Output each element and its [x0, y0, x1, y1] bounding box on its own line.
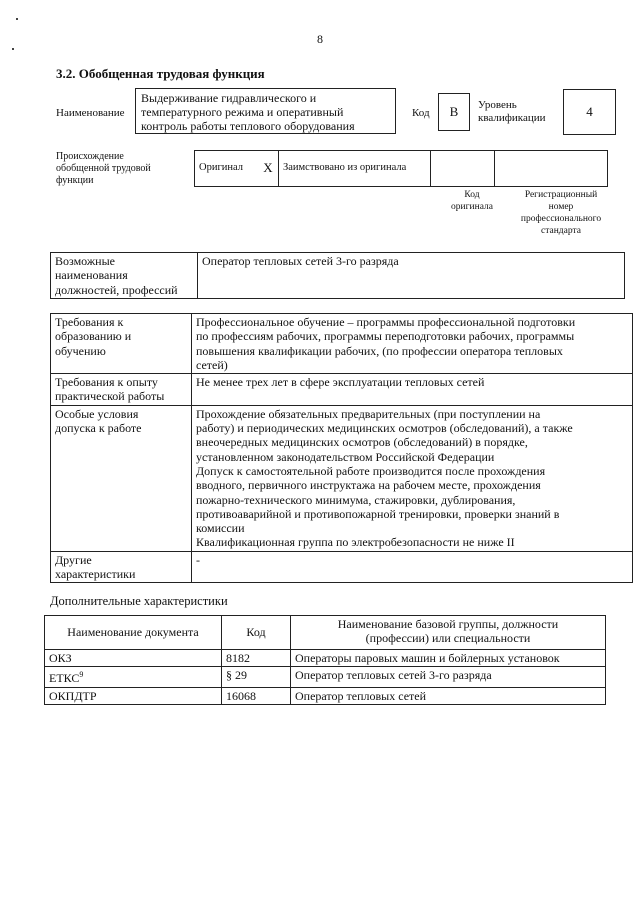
requirement-label-line: Особые условия — [55, 406, 139, 421]
origin-label-line: функции — [56, 175, 94, 186]
requirement-value — [192, 374, 633, 406]
positions-label — [51, 253, 198, 299]
caption-line: номер — [548, 202, 574, 212]
code-cell: 16068 — [222, 687, 291, 704]
name-header-line: Наименование базовой группы, должности — [337, 617, 559, 631]
requirement-label-line: практической работы — [55, 389, 165, 404]
requirement-label-line: образованию и — [55, 329, 132, 344]
requirement-label-line: Требования к опыту — [55, 375, 158, 390]
code-cell: § 29 — [222, 667, 291, 687]
doc-cell — [45, 650, 222, 667]
code-cell: 8182 — [222, 650, 291, 667]
caption-line: стандарта — [541, 226, 581, 236]
positions-label-line: наименования — [55, 268, 128, 283]
caption-line: профессионального — [520, 214, 602, 224]
code-box — [438, 93, 470, 131]
footnote-mark: 9 — [79, 670, 84, 680]
requirement-line: повышения квалификации рабочих, (по профессии оператора тепловых — [196, 343, 563, 358]
caption-line: оригинала — [451, 202, 493, 212]
level-box — [563, 89, 616, 135]
requirement-row — [51, 374, 633, 406]
code-header: Код — [222, 616, 291, 650]
code-original-cell — [431, 151, 495, 187]
code-original-caption — [438, 189, 506, 213]
additional-row — [45, 687, 606, 704]
requirement-line: установленном законодательством Российской Федерации — [196, 449, 495, 464]
requirement-line: Допуск к самостоятельной работе производится после прохождения — [196, 463, 546, 478]
origin-label-line: обобщенной трудовой — [56, 163, 151, 174]
doc-cell — [45, 687, 222, 704]
scan-speck — [12, 48, 14, 50]
requirement-label — [51, 405, 192, 551]
additional-header-row — [45, 616, 606, 650]
positions-value: Оператор тепловых сетей 3-го разряда — [198, 253, 625, 299]
requirement-value — [192, 551, 633, 583]
level-value: 4 — [586, 104, 593, 119]
additional-row — [45, 650, 606, 667]
name-cell: Операторы паровых машин и бойлерных установок — [291, 650, 606, 667]
requirements-table — [50, 313, 633, 583]
page-number: 8 — [317, 32, 323, 46]
reg-number-cell — [495, 151, 608, 187]
requirement-label-line: характеристики — [55, 567, 136, 582]
requirement-label — [51, 374, 192, 406]
original-label: Оригинал — [195, 151, 259, 187]
requirement-label-line: допуска к работе — [55, 421, 142, 436]
original-mark: Х — [258, 151, 279, 187]
code-value: В — [449, 104, 459, 119]
origin-table — [194, 150, 608, 187]
section-title: 3.2. Обобщенная трудовая функция — [56, 66, 265, 81]
positions-table — [50, 252, 625, 299]
requirement-row — [51, 405, 633, 551]
doc-cell — [45, 667, 222, 687]
additional-title: Дополнительные характеристики — [50, 594, 228, 608]
reg-number-caption — [504, 189, 618, 237]
doc-header: Наименование документа — [45, 616, 222, 650]
requirement-value — [192, 405, 633, 551]
caption-line: Регистрационный — [524, 190, 598, 200]
doc-name: ОКПДТР — [49, 688, 97, 703]
origin-label — [56, 151, 151, 187]
level-label-line: Уровень — [478, 99, 517, 111]
name-header-line: (профессии) или специальности — [365, 631, 531, 646]
origin-label-line: Происхождение — [56, 151, 124, 162]
requirement-row — [51, 551, 633, 583]
level-label-line: квалификации — [478, 112, 546, 124]
caption-line: Код — [464, 190, 480, 200]
positions-label-line: Возможные — [55, 254, 115, 268]
positions-label-line: должностей, профессий — [55, 282, 178, 297]
name-cell: Оператор тепловых сетей 3-го разряда — [291, 667, 606, 687]
borrowed-label: Заимствовано из оригинала — [279, 151, 431, 187]
requirement-line: комиссии — [196, 521, 245, 536]
code-label: Код — [412, 107, 430, 119]
requirement-line: Не менее трех лет в сфере эксплуатации тепловых сетей — [196, 375, 485, 390]
name-line: контроль работы теплового оборудования — [141, 119, 355, 133]
requirement-row — [51, 314, 633, 374]
requirement-line: сетей) — [196, 357, 228, 372]
level-label — [478, 99, 545, 125]
requirement-line: Прохождение обязательных предварительных (при поступлении на — [196, 406, 541, 421]
name-line: Выдерживание гидравлического и — [141, 91, 317, 105]
requirement-line: работу) и периодических медицинских осмотров (обследований), а также — [196, 421, 573, 436]
requirement-label-line: Требования к — [55, 315, 124, 329]
requirement-line: по профессиям рабочих, программы переподготовки рабочих, программы — [196, 329, 575, 344]
requirement-label-line: Другие — [55, 552, 92, 567]
doc-name: ЕТКС — [49, 671, 80, 686]
requirement-value — [192, 314, 633, 374]
requirement-label — [51, 551, 192, 583]
requirement-line: Квалификационная группа по электробезопасности не ниже II — [196, 535, 515, 550]
requirement-label — [51, 314, 192, 374]
requirement-line: внеочередных медицинских осмотров (обследований) в порядке, — [196, 435, 528, 450]
requirement-line: Профессиональное обучение – программы профессиональной подготовки — [196, 315, 576, 329]
requirement-line: - — [196, 552, 200, 567]
name-label: Наименование — [56, 107, 125, 119]
name-header — [291, 616, 606, 650]
name-cell: Оператор тепловых сетей — [291, 687, 606, 704]
additional-row — [45, 667, 606, 687]
doc-name: ОКЗ — [49, 651, 72, 665]
requirement-line: вводного, первичного инструктажа на рабочем месте, прохождения — [196, 478, 541, 493]
requirement-line: противоаварийной и противопожарной тренировки, проверки знаний в — [196, 506, 560, 521]
name-box — [135, 88, 396, 134]
requirement-label-line: обучению — [55, 343, 106, 358]
requirement-line: пожарно-технического минимума, стажировки, дублирования, — [196, 492, 516, 507]
additional-table — [44, 615, 606, 705]
name-line: температурного режима и оперативный — [141, 105, 344, 119]
scan-speck — [16, 18, 18, 20]
